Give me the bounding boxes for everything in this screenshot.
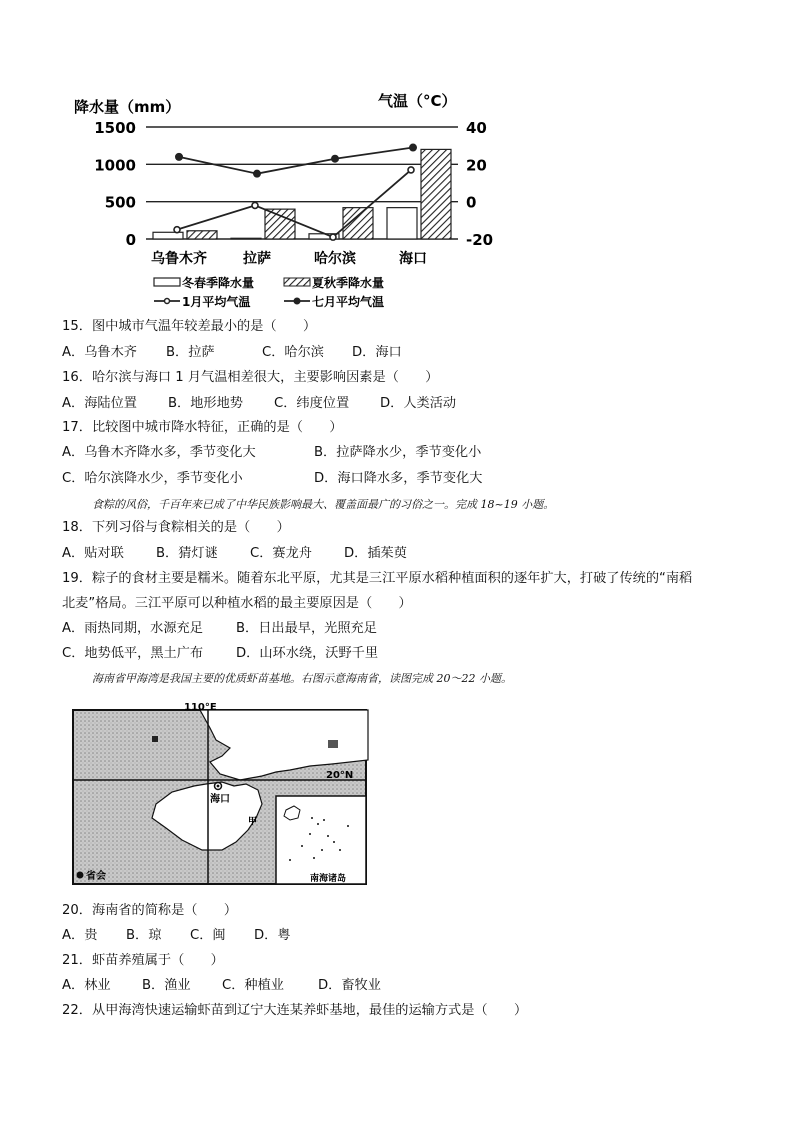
legend-marker-jan <box>165 299 170 304</box>
option-17c[interactable]: C．哈尔滨降水少，季节变化小 <box>62 471 243 486</box>
y-tick-2: 1000 <box>94 156 136 175</box>
option-20a[interactable]: A．贵 <box>62 928 98 943</box>
option-21b[interactable]: B．渔业 <box>142 978 191 993</box>
chart-legend <box>154 275 384 309</box>
legend-swatch-hatched <box>284 278 310 286</box>
question-21: 21．虾苗养殖属于（ ） <box>62 953 224 968</box>
question-17: 17．比较图中城市降水特征，正确的是（ ） <box>62 420 343 435</box>
options-21 <box>62 977 381 995</box>
climate-chart <box>68 82 494 318</box>
option-17a[interactable]: A．乌鲁木齐降水多，季节变化大 <box>62 445 256 460</box>
option-18b[interactable]: B．猜灯谜 <box>156 546 218 561</box>
legend-text-0: 冬春季降水量 <box>182 276 255 290</box>
option-18d[interactable]: D．插茱萸 <box>344 546 407 561</box>
option-16d[interactable]: D．人类活动 <box>380 396 457 411</box>
point-0-2 <box>330 234 336 240</box>
options-16 <box>62 395 456 413</box>
option-20c[interactable]: C．闽 <box>190 928 226 943</box>
option-20b[interactable]: B．琼 <box>126 928 162 943</box>
option-21d[interactable]: D．畜牧业 <box>318 978 381 993</box>
question-16: 16．哈尔滨与海口 1 月气温相差很大，主要影响因素是（ ） <box>62 370 439 385</box>
lat-label: 20°N <box>326 770 354 781</box>
option-17b[interactable]: B．拉萨降水少，季节变化小 <box>314 445 482 460</box>
option-21c[interactable]: C．种植业 <box>222 978 284 993</box>
intro-18-19: 食粽的风俗，千百年来已成了中华民族影响最大、覆盖面最广的习俗之一。完成 18~19 小题。 <box>92 498 555 511</box>
option-19d[interactable]: D．山环水绕，沃野千里 <box>236 646 379 661</box>
y-axis-label: 降水量（mm） <box>74 98 181 116</box>
option-15c[interactable]: C．哈尔滨 <box>262 345 324 360</box>
legend-capital-icon <box>77 872 84 879</box>
question-20: 20．海南省的简称是（ ） <box>62 903 238 918</box>
bar-1-0 <box>187 231 217 239</box>
option-19c[interactable]: C．地势低平，黑土广布 <box>62 646 204 661</box>
option-16c[interactable]: C．纬度位置 <box>274 396 350 411</box>
category-label-2: 哈尔滨 <box>314 251 356 267</box>
option-15a[interactable]: A．乌鲁木齐 <box>62 345 137 360</box>
options-17-row1 <box>62 444 481 462</box>
y2-tick-0: -20 <box>466 231 494 249</box>
intro-20-22: 海南省甲海湾是我国主要的优质虾苗基地。右图示意海南省，读图完成 20～22 小题。 <box>92 672 512 685</box>
point-0-1 <box>252 202 258 208</box>
options-19-row2 <box>62 645 378 663</box>
category-label-3: 海口 <box>399 251 427 267</box>
question-22: 22．从甲海湾快速运输虾苗到辽宁大连某养虾基地，最佳的运输方式是（ ） <box>62 1003 528 1018</box>
question-19-line1: 19．粽子的食材主要是糯米。随着东北平原，尤其是三江平原水稻种植面积的逐年扩大，打破了传统的“南稻 <box>62 571 693 586</box>
option-16b[interactable]: B．地形地势 <box>168 396 243 411</box>
bar-1-1 <box>265 209 295 239</box>
option-17d[interactable]: D．海口降水多，季节变化大 <box>314 471 483 486</box>
option-18c[interactable]: C．赛龙舟 <box>250 546 312 561</box>
options-17-row2 <box>62 470 482 488</box>
capital-marker-center <box>217 785 220 788</box>
y2-tick-3: 40 <box>466 119 487 137</box>
inset-box <box>276 796 366 884</box>
y-tick-3: 1500 <box>94 119 136 137</box>
legend-text-3: 七月平均气温 <box>312 295 385 309</box>
options-18 <box>62 545 407 563</box>
legend-text-1: 夏秋季降水量 <box>312 276 385 290</box>
option-19a[interactable]: A．雨热同期，水源充足 <box>62 621 203 636</box>
y2-axis-label: 气温（°C） <box>378 92 457 110</box>
option-19b[interactable]: B．日出最早，光照充足 <box>236 621 377 636</box>
options-15 <box>62 344 402 362</box>
lon-label: 110°E <box>184 702 217 713</box>
y2-tick-1: 0 <box>466 193 477 212</box>
bar-1-2 <box>343 208 373 239</box>
category-label-0: 乌鲁木齐 <box>151 251 207 267</box>
point-1-2 <box>331 155 339 163</box>
option-18a[interactable]: A．贴对联 <box>62 546 124 561</box>
y-tick-1: 500 <box>104 193 136 212</box>
question-18: 18．下列习俗与食粽相关的是（ ） <box>62 520 290 535</box>
legend-text-2: 1月平均气温 <box>182 295 251 309</box>
option-15b[interactable]: B．拉萨 <box>166 345 215 360</box>
options-20 <box>62 927 291 945</box>
bay-label: 甲 <box>248 817 258 827</box>
inset-label: 南海诸岛 <box>310 874 347 884</box>
legend-capital-label: 省会 <box>86 871 106 882</box>
option-20d[interactable]: D．粤 <box>254 928 291 943</box>
dark-dot-1 <box>152 736 158 742</box>
point-0-3 <box>408 167 414 173</box>
line-1 <box>179 148 413 174</box>
bar-0-1 <box>231 238 261 239</box>
options-19-row1 <box>62 620 377 638</box>
bar-0-3 <box>387 208 417 239</box>
dark-dot-2 <box>328 740 338 748</box>
point-1-1 <box>253 170 261 178</box>
legend-swatch-plain <box>154 278 180 286</box>
question-19-line2: 北麦”格局。三江平原可以种植水稻的最主要原因是（ ） <box>62 596 412 611</box>
city-label: 海口 <box>210 794 230 805</box>
option-21a[interactable]: A．林业 <box>62 978 111 993</box>
question-15: 15．图中城市气温年较差最小的是（ ） <box>62 319 317 334</box>
option-16a[interactable]: A．海陆位置 <box>62 396 137 411</box>
bar-0-0 <box>153 232 183 239</box>
bar-1-3 <box>421 149 451 239</box>
option-15d[interactable]: D．海口 <box>352 345 402 360</box>
point-1-0 <box>175 153 183 161</box>
point-1-3 <box>409 144 417 152</box>
hainan-map <box>72 700 368 886</box>
legend-marker-jul <box>294 298 301 305</box>
y2-tick-2: 20 <box>466 156 487 175</box>
y-tick-0: 0 <box>125 231 136 249</box>
category-label-1: 拉萨 <box>243 251 271 267</box>
point-0-0 <box>174 227 180 233</box>
